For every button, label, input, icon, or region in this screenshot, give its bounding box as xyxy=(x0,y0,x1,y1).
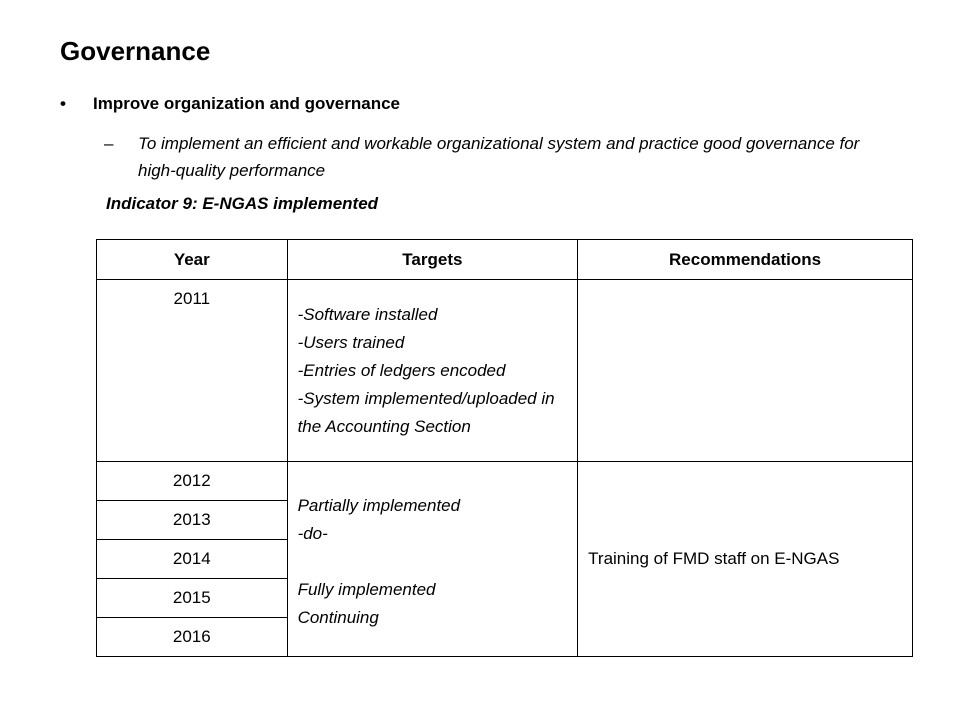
targets-table xyxy=(96,239,913,657)
header-recommendations: Recommendations xyxy=(578,240,913,280)
year-cell: 2012 xyxy=(97,462,288,501)
table-row xyxy=(97,462,913,501)
target-line: -do- xyxy=(297,523,328,543)
header-targets: Targets xyxy=(287,240,578,280)
page-title: Governance xyxy=(60,36,211,66)
targets-cell xyxy=(287,280,578,462)
header-year: Year xyxy=(97,240,288,280)
table-row xyxy=(97,280,913,462)
targets-cell xyxy=(287,462,578,657)
target-line: Partially implemented xyxy=(297,495,461,515)
target-line: -System implemented/uploaded in the Accounting Section xyxy=(297,388,555,436)
year-cell: 2011 xyxy=(97,280,288,462)
main-bullet xyxy=(60,94,400,114)
table-header-row xyxy=(97,240,913,280)
main-bullet-text: Improve organization and governance xyxy=(93,94,401,113)
dash-icon: – xyxy=(104,134,114,153)
target-line: -Software installed xyxy=(297,304,438,324)
sub-bullet-text: To implement an efficient and workable organizational system and practice good governance for high-quality performance xyxy=(138,134,860,180)
target-line: Fully implemented xyxy=(297,579,436,599)
target-line: -Users trained xyxy=(297,332,405,352)
target-line: -Entries of ledgers encoded xyxy=(297,360,506,380)
year-cell: 2016 xyxy=(97,618,288,657)
year-cell: 2015 xyxy=(97,579,288,618)
year-cell: 2014 xyxy=(97,540,288,579)
year-cell: 2013 xyxy=(97,501,288,540)
recommendations-cell xyxy=(578,280,913,462)
bullet-dot-icon: • xyxy=(60,94,66,113)
recommendations-cell: Training of FMD staff on E-NGAS xyxy=(578,462,913,657)
target-line: Continuing xyxy=(297,607,379,627)
target-line-blank xyxy=(298,548,568,576)
sub-bullet xyxy=(104,130,884,184)
indicator-label: Indicator 9: E-NGAS implemented xyxy=(106,194,379,213)
